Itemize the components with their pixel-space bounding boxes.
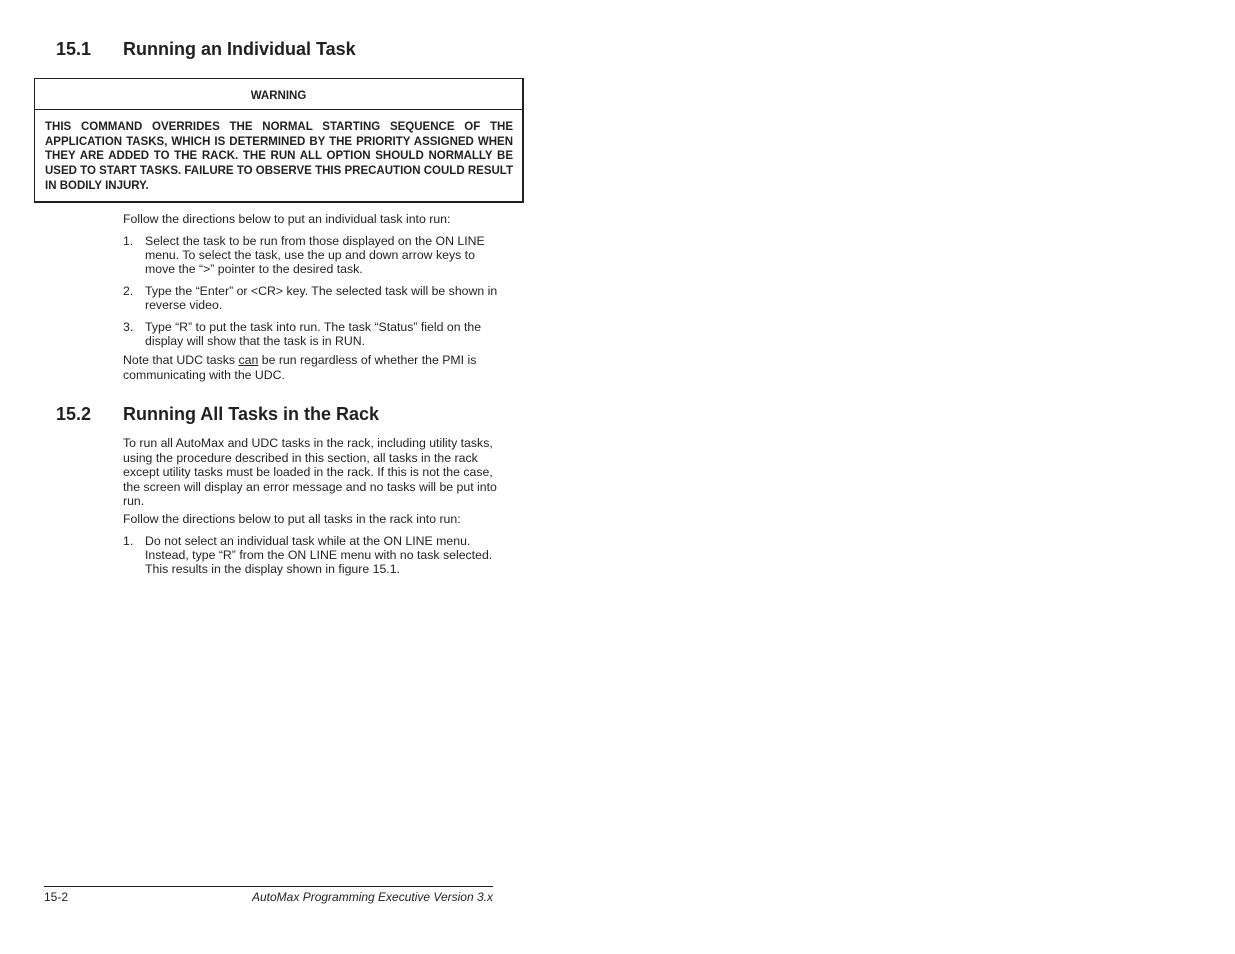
- body-paragraph: To run all AutoMax and UDC tasks in the rack, including utility tasks, using the procedure described in this section, all tasks in the rack except utility tasks must be loaded in the rack. If this is not the case, the screen will display an error message and no tasks will be put into run.: [123, 436, 497, 508]
- document-title: AutoMax Programming Executive Version 3.x: [252, 890, 493, 904]
- list-item-number: 3.: [123, 320, 134, 334]
- note-text: be run regardless of whether the PMI is communicating with the UDC.: [123, 353, 477, 382]
- warning-title: WARNING: [250, 90, 307, 102]
- list-item: Type the “Enter” or <CR> key. The selected task will be shown in reverse video.: [145, 284, 498, 312]
- note-paragraph: [123, 353, 498, 382]
- warning-text: THIS COMMAND OVERRIDES THE NORMAL STARTING SEQUENCE OF THE APPLICATION TASKS, WHICH IS DETERMINED BY THE PRIORITY ASSIGNED WHEN THEY ARE ADDED TO THE RACK. THE RUN ALL OPTION SHOULD NORMALLY BE USED TO START TASKS. FAILURE TO OBSERVE THIS PRECAUTION COULD RESULT IN BODILY INJURY.: [45, 121, 513, 192]
- list-item-number: 1.: [123, 534, 134, 548]
- list-item-number: 1.: [123, 234, 134, 248]
- section-number: 15.2: [56, 404, 92, 424]
- list-item: Select the task to be run from those displayed on the ON LINE menu. To select the task, use the up and down arrow keys to move the “>” pointer to the desired task.: [145, 234, 485, 276]
- page-number: 15-2: [44, 890, 69, 904]
- note-emphasis: can: [238, 353, 259, 367]
- section-title: Running All Tasks in the Rack: [123, 404, 380, 424]
- list-item: Do not select an individual task while at the ON LINE menu. Instead, type “R” from the ON LINE menu with no task selected. This results in the display shown in figure 15.1.: [145, 534, 493, 576]
- warning-box: [34, 78, 524, 203]
- warning-divider: [35, 109, 522, 110]
- footer-divider: [44, 886, 493, 887]
- intro-paragraph: Follow the directions below to put all tasks in the rack into run:: [123, 512, 461, 526]
- list-item: Type “R” to put the task into run. The task “Status” field on the display will show that the task is in RUN.: [145, 320, 482, 348]
- intro-paragraph: Follow the directions below to put an individual task into run:: [123, 212, 451, 226]
- note-text: Note that UDC tasks: [123, 353, 239, 367]
- list-item-number: 2.: [123, 284, 134, 298]
- section-title: Running an Individual Task: [123, 39, 356, 59]
- section-number: 15.1: [56, 39, 92, 59]
